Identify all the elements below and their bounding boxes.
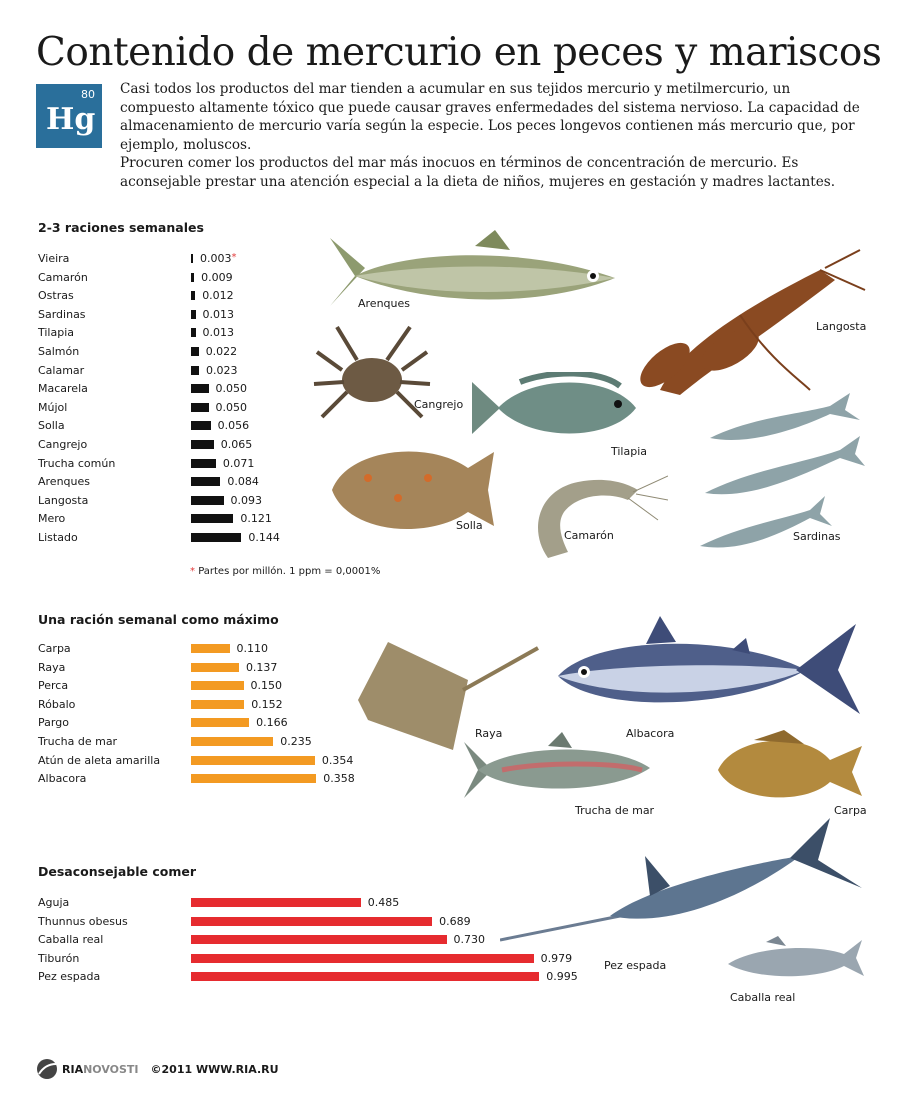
- sea-trout-illustration: [462, 732, 652, 804]
- bar: [191, 756, 315, 765]
- ria-logo-text: RIANOVOSTI: [62, 1062, 139, 1076]
- bar-value: 0.730: [453, 933, 485, 947]
- bar-value: 0.166: [256, 716, 288, 730]
- bar-value: 0.485: [367, 896, 400, 909]
- row-label: Raya: [38, 660, 66, 674]
- bar-value: 0.235: [280, 735, 312, 748]
- bar: [191, 421, 211, 430]
- bar: [191, 477, 220, 486]
- label-plaice: Solla: [456, 519, 483, 532]
- bar: [191, 935, 447, 944]
- label-ray: Raya: [475, 727, 503, 740]
- section-title-medium: Una ración semanal como máximo: [38, 612, 279, 627]
- footnote: [190, 566, 380, 577]
- mercury-element-tile: [36, 84, 102, 148]
- row-label: Solla: [38, 419, 65, 433]
- row-label: Ostras: [38, 289, 74, 303]
- label-swordfish: Pez espada: [604, 959, 667, 972]
- bar-value: 0.023: [206, 363, 238, 377]
- bar-value: 0.012: [202, 289, 234, 303]
- crab-illustration: [312, 322, 432, 432]
- label-sea-trout: Trucha de mar: [575, 804, 655, 817]
- row-label: Langosta: [38, 493, 89, 507]
- label-carp: Carpa: [834, 804, 867, 817]
- bar: [191, 384, 209, 393]
- bar-value: 0.050: [215, 400, 247, 414]
- bar: [191, 774, 316, 783]
- element-symbol: Hg: [46, 102, 96, 137]
- bar-value: 0.144: [248, 531, 280, 544]
- label-king-mackerel: Caballa real: [730, 991, 796, 1004]
- label-shrimp: Camarón: [564, 529, 614, 542]
- row-label: Mero: [38, 512, 66, 526]
- atomic-number: 80: [81, 88, 95, 101]
- bar: [191, 403, 209, 412]
- row-label: Albacora: [38, 772, 87, 786]
- bar-value: 0.003*: [200, 252, 237, 265]
- row-label: Vieira: [38, 252, 70, 265]
- row-label: Listado: [38, 531, 78, 544]
- herring-illustration: [325, 228, 625, 328]
- section-title-low: 2-3 raciones semanales: [38, 220, 204, 235]
- bar-value: 0.065: [220, 438, 253, 451]
- row-label: Cangrejo: [38, 438, 88, 451]
- bar: [191, 700, 244, 709]
- ria-logo-icon: [36, 1058, 58, 1080]
- section-title-high: Desaconsejable comer: [38, 864, 196, 879]
- row-label: Thunnus obesus: [38, 914, 128, 928]
- carp-illustration: [714, 730, 864, 806]
- intro-paragraph-2: Procuren comer los productos del mar más inocuos en términos de concentración de mercurio. Es aconsejable prestar una atención especial a la dieta de niños, mujeres en gestación y madres lactantes.: [120, 155, 836, 190]
- row-label: Mújol: [38, 400, 68, 414]
- footnote-marker: *: [190, 566, 195, 577]
- row-label: Trucha de mar: [38, 735, 118, 748]
- tilapia-illustration: [470, 372, 640, 444]
- row-label: Caballa real: [38, 933, 104, 947]
- bar-value: 0.022: [205, 345, 238, 358]
- bar: [191, 954, 534, 963]
- albacore-illustration: [556, 614, 864, 726]
- bar: [191, 972, 539, 981]
- label-herring: Arenques: [358, 297, 410, 310]
- footnote-text: Partes por millón. 1 ppm = 0,0001%: [198, 566, 381, 577]
- bar: [191, 273, 194, 282]
- bar: [191, 328, 196, 337]
- row-label: Perca: [38, 679, 69, 693]
- bar-value: 0.121: [240, 512, 272, 526]
- bar-value: 0.979: [540, 951, 573, 965]
- bar-value: 0.084: [227, 475, 259, 489]
- bar: [191, 737, 273, 746]
- bar: [191, 898, 361, 907]
- row-label: Arenques: [38, 475, 90, 489]
- bar-value: 0.995: [546, 970, 578, 984]
- bar: [191, 347, 199, 356]
- bar-value: 0.013: [202, 326, 235, 340]
- copyright: ©2011 WWW.RIA.RU: [150, 1062, 279, 1076]
- bar-value: 0.137: [245, 660, 278, 674]
- bar-value: 0.071: [222, 456, 255, 470]
- bar-value: 0.093: [230, 493, 263, 507]
- row-label: Pez espada: [38, 970, 101, 984]
- bar-value: 0.354: [321, 753, 354, 767]
- label-tilapia: Tilapia: [611, 445, 648, 458]
- row-label: Calamar: [38, 363, 85, 377]
- bar: [191, 254, 193, 263]
- bar: [191, 533, 241, 542]
- row-label: Róbalo: [38, 697, 76, 711]
- bar-value: 0.050: [215, 382, 247, 396]
- bar: [191, 514, 233, 523]
- bar-value: 0.150: [250, 679, 282, 693]
- row-label: Salmón: [38, 345, 80, 358]
- label-crab: Cangrejo: [414, 398, 464, 411]
- footer: [36, 1058, 279, 1080]
- bar-value: 0.689: [439, 914, 471, 928]
- bar: [191, 917, 432, 926]
- bar-value: 0.056: [217, 419, 250, 433]
- bar-value: 0.009: [201, 270, 233, 284]
- row-label: Camarón: [38, 270, 88, 284]
- bar-value: 0.013: [202, 307, 235, 321]
- bar: [191, 310, 196, 319]
- king-mackerel-illustration: [726, 936, 864, 984]
- bar: [191, 366, 199, 375]
- bar: [191, 440, 214, 449]
- row-label: Tilapia: [38, 326, 75, 340]
- label-lobster: Langosta: [816, 320, 867, 333]
- sardines-illustration: [700, 388, 865, 553]
- intro-paragraph-1: Casi todos los productos del mar tienden a acumular en sus tejidos mercurio y metilmercurio, un compuesto altamente tóxico que puede causar graves enfermedades del sistema nervioso. La capacidad de almacenamiento de mercurio varía según la especie. Los peces longevos contienen más mercurio que, por ejemplo, moluscos.: [120, 81, 860, 153]
- bar: [191, 681, 244, 690]
- footnote-marker: *: [231, 252, 237, 263]
- bar: [191, 644, 230, 653]
- label-albacore: Albacora: [626, 727, 675, 740]
- bar: [191, 663, 239, 672]
- row-label: Carpa: [38, 642, 71, 655]
- row-label: Atún de aleta amarilla: [38, 753, 161, 767]
- bar-value: 0.358: [323, 772, 355, 786]
- row-label: Pargo: [38, 716, 69, 730]
- bar: [191, 291, 195, 300]
- swordfish-illustration: [500, 816, 864, 950]
- shrimp-illustration: [528, 470, 668, 560]
- row-label: Tiburón: [38, 951, 80, 965]
- row-label: Sardinas: [38, 307, 86, 321]
- label-sardines: Sardinas: [793, 530, 841, 543]
- bar-value: 0.110: [236, 642, 268, 655]
- row-label: Aguja: [38, 896, 70, 909]
- bar-value: 0.152: [251, 697, 283, 711]
- bar: [191, 459, 216, 468]
- row-label: Trucha común: [38, 456, 116, 470]
- bar: [191, 718, 249, 727]
- page-title: Contenido de mercurio en peces y mariscos: [36, 30, 882, 75]
- row-label: Macarela: [38, 382, 88, 396]
- bar: [191, 496, 224, 505]
